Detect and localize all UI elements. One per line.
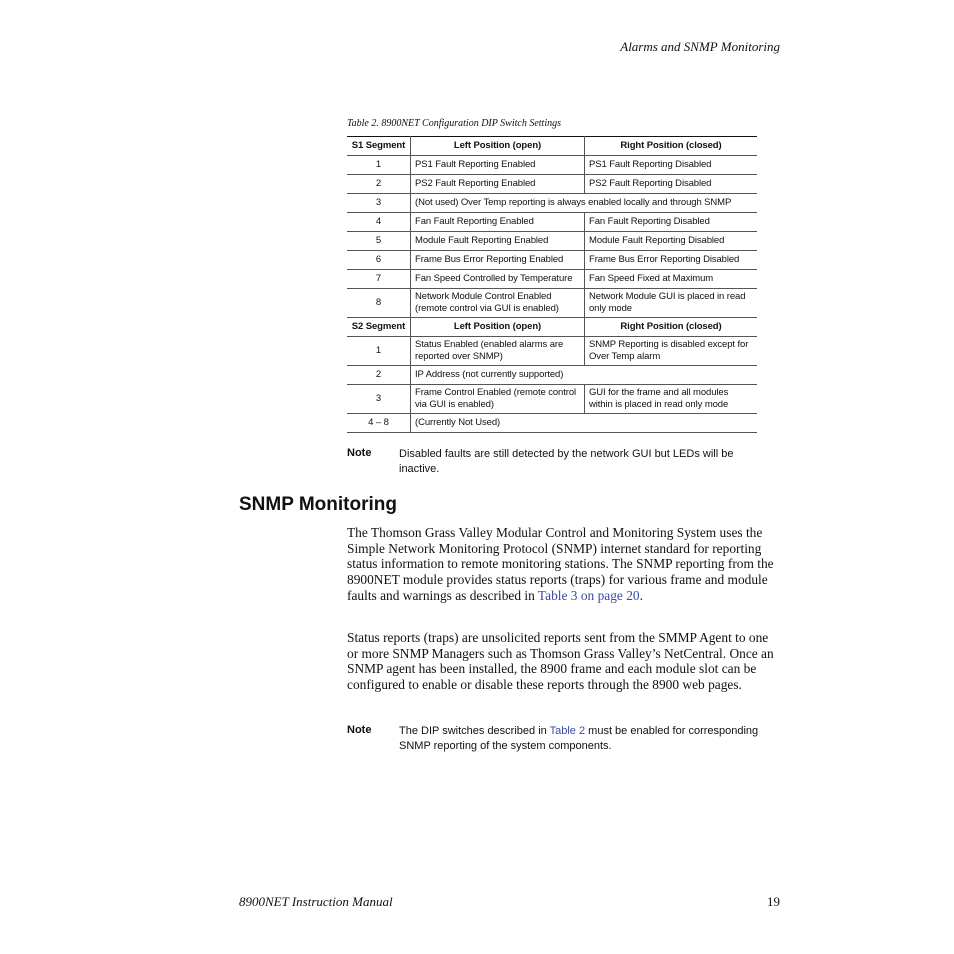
paragraph-status-reports: Status reports (traps) are unsolicited reports sent from the SMMP Agent to one or more SNMP Managers such as Thomson Grass Valley’s NetCentral. Once an SNMP agent has been installed, the 8900 frame and each module slot can be configured to enable or disable these reports through the 8900 web pages. (347, 630, 774, 693)
left-position-cell: Fan Fault Reporting Enabled (411, 213, 585, 232)
note-label: Note (347, 724, 372, 736)
running-header: Alarms and SNMP Monitoring (620, 39, 780, 54)
segment-cell: 2 (347, 175, 411, 194)
table-row (347, 194, 757, 213)
segment-cell: 6 (347, 251, 411, 270)
segment-cell: 5 (347, 232, 411, 251)
table-row (347, 385, 757, 414)
note-label: Note (347, 447, 372, 459)
merged-description-cell: (Currently Not Used) (411, 414, 758, 433)
segment-cell: 3 (347, 194, 411, 213)
table-row (347, 232, 757, 251)
paragraph-text: The Thomson Grass Valley Modular Control and Monitoring System uses the Simple Network Monitoring Protocol (SNMP) internet standard for reporting status information to remote monitoring stations. The SNMP reporting from the 8900NET module provides status reports (traps) for various frame and module faults and warnings as described in (347, 525, 774, 603)
header-right-position: Right Position (closed) (585, 318, 758, 337)
table-row (347, 366, 757, 385)
segment-cell: 7 (347, 270, 411, 289)
section-heading: SNMP Monitoring (239, 494, 397, 515)
right-position-cell: PS1 Fault Reporting Disabled (585, 156, 758, 175)
link-table-3[interactable]: Table 3 on page 20 (537, 587, 640, 603)
left-position-cell: Frame Bus Error Reporting Enabled (411, 251, 585, 270)
paragraph-snmp-intro (347, 525, 779, 604)
right-position-cell: PS2 Fault Reporting Disabled (585, 175, 758, 194)
link-table-2[interactable]: Table 2 (549, 725, 586, 737)
table-row (347, 414, 757, 433)
header-right-position: Right Position (closed) (585, 137, 758, 156)
segment-cell: 1 (347, 156, 411, 175)
segment-cell: 4 – 8 (347, 414, 411, 433)
merged-description-cell: IP Address (not currently supported) (411, 366, 758, 385)
right-position-cell: Network Module GUI is placed in read only mode (585, 289, 758, 318)
right-position-cell: GUI for the frame and all modules within is placed in read only mode (585, 385, 758, 414)
table-row (347, 156, 757, 175)
left-position-cell: Frame Control Enabled (remote control via GUI is enabled) (411, 385, 585, 414)
table-row (347, 270, 757, 289)
table-row (347, 251, 757, 270)
left-position-cell: Module Fault Reporting Enabled (411, 232, 585, 251)
note-text-end: must be enabled for corresponding SNMP reporting of the system components. (399, 725, 759, 752)
segment-cell: 1 (347, 337, 411, 366)
left-position-cell: Status Enabled (enabled alarms are reported over SNMP) (411, 337, 585, 366)
page-number: 19 (767, 894, 780, 909)
paragraph-text-end: . (639, 587, 643, 603)
table-row (347, 213, 757, 232)
left-position-cell: PS2 Fault Reporting Enabled (411, 175, 585, 194)
table-caption: Table 2. 8900NET Configuration DIP Switch Settings (347, 118, 562, 129)
table-row (347, 337, 757, 366)
left-position-cell: Network Module Control Enabled (remote control via GUI is enabled) (411, 289, 585, 318)
note-text: Disabled faults are still detected by the network GUI but LEDs will be inactive. (399, 448, 734, 475)
merged-description-cell: (Not used) Over Temp reporting is always enabled locally and through SNMP (411, 194, 758, 213)
table-header-row (347, 137, 757, 156)
header-segment: S2 Segment (347, 318, 411, 337)
segment-cell: 8 (347, 289, 411, 318)
left-position-cell: Fan Speed Controlled by Temperature (411, 270, 585, 289)
note-text-start: The DIP switches described in (399, 725, 550, 737)
left-position-cell: PS1 Fault Reporting Enabled (411, 156, 585, 175)
segment-cell: 4 (347, 213, 411, 232)
right-position-cell: Fan Fault Reporting Disabled (585, 213, 758, 232)
note-text (399, 724, 764, 754)
dip-switch-table (347, 136, 757, 433)
header-left-position: Left Position (open) (411, 318, 585, 337)
segment-cell: 2 (347, 366, 411, 385)
table-header-row (347, 318, 757, 337)
header-left-position: Left Position (open) (411, 137, 585, 156)
footer-manual-title: 8900NET Instruction Manual (239, 894, 393, 909)
table-row (347, 289, 757, 318)
segment-cell: 3 (347, 385, 411, 414)
header-segment: S1 Segment (347, 137, 411, 156)
right-position-cell: SNMP Reporting is disabled except for Over Temp alarm (585, 337, 758, 366)
right-position-cell: Fan Speed Fixed at Maximum (585, 270, 758, 289)
table-row (347, 175, 757, 194)
right-position-cell: Frame Bus Error Reporting Disabled (585, 251, 758, 270)
right-position-cell: Module Fault Reporting Disabled (585, 232, 758, 251)
note-dip-switches (347, 724, 767, 756)
note-disabled-faults (347, 447, 767, 475)
